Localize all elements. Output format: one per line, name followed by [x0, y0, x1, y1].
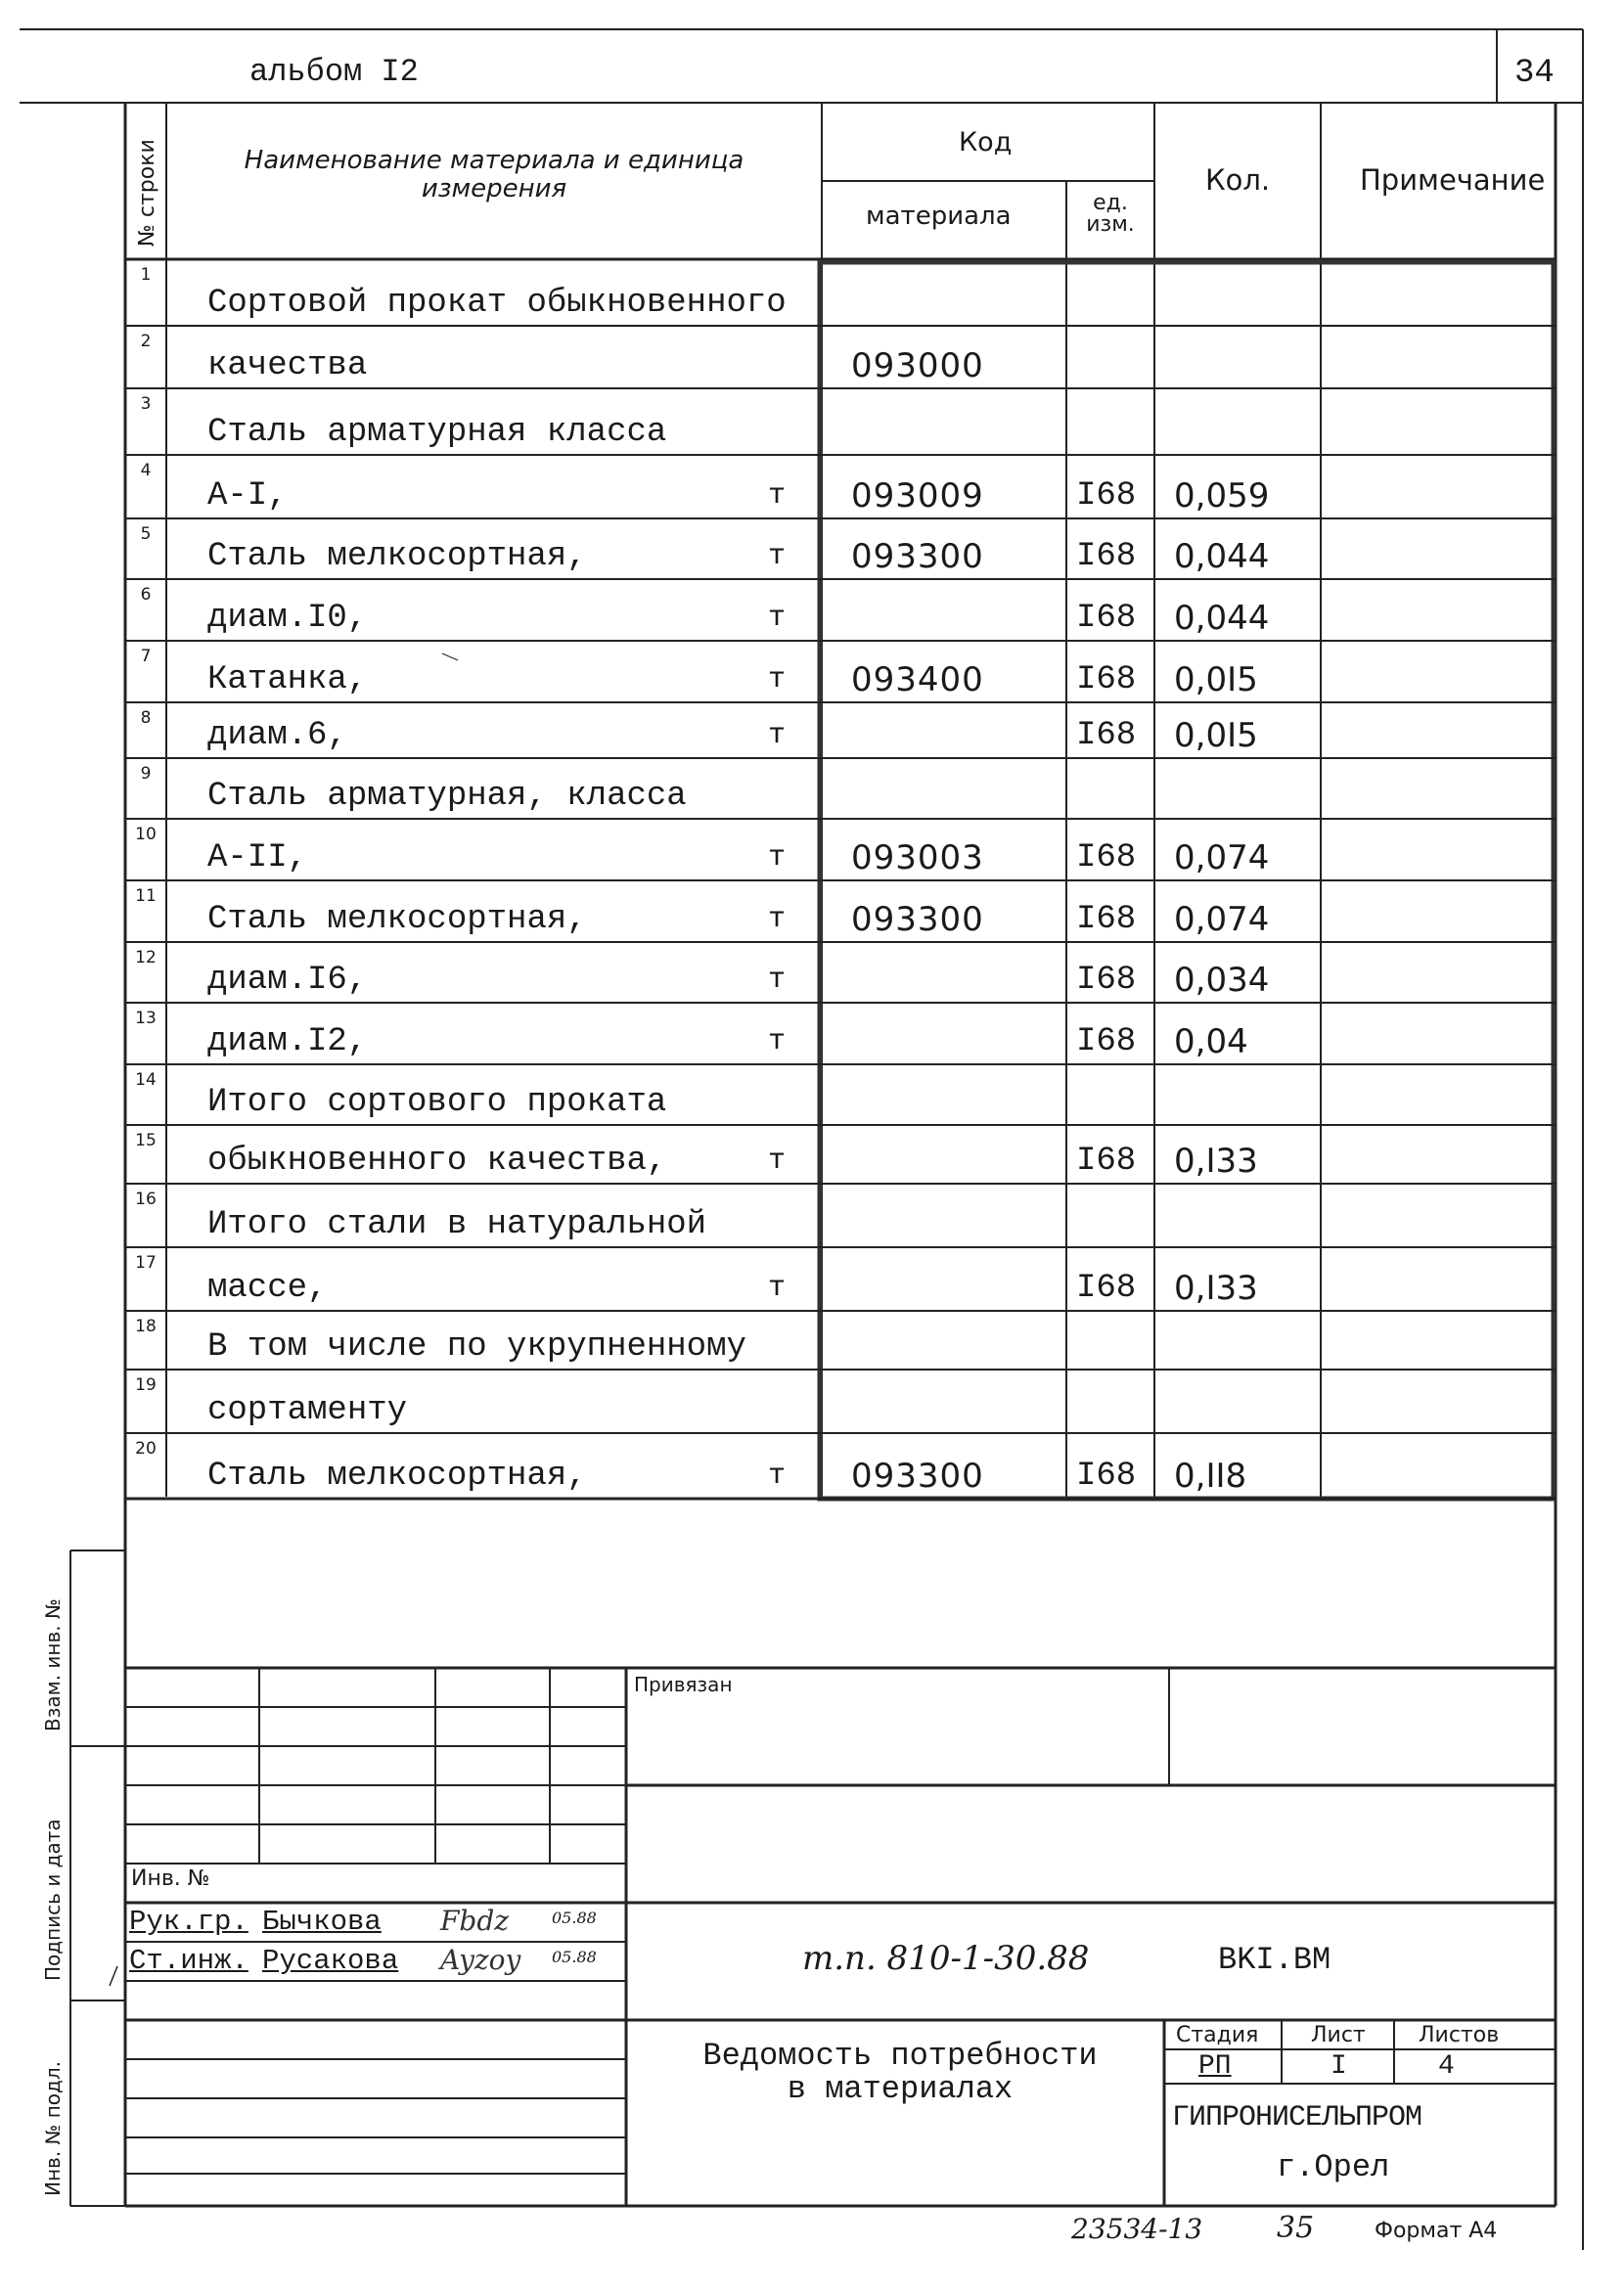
row-number: 16 — [135, 1190, 157, 1209]
row-number: 19 — [135, 1375, 157, 1395]
material-code: 093300 — [851, 1457, 984, 1496]
unit-of-measure: т — [768, 903, 787, 936]
row-number: 8 — [140, 708, 152, 728]
material-name: Итого стали в натуральной — [207, 1206, 707, 1243]
code-header: Код — [959, 127, 1013, 157]
side-label-vzam: Взам. инв. № — [41, 1598, 65, 1731]
material-name: А-II, — [207, 839, 308, 876]
row-number: 14 — [135, 1070, 157, 1090]
sheets-label: Листов — [1419, 2023, 1500, 2047]
row-number: 9 — [140, 764, 152, 784]
material-name: А-I, — [207, 477, 288, 515]
unit-of-measure: т — [768, 1272, 787, 1305]
title-line-2: в материалах — [787, 2070, 1014, 2107]
unit-of-measure: т — [768, 964, 787, 997]
unit-code: I68 — [1076, 901, 1137, 938]
unit-of-measure: т — [768, 841, 787, 875]
code-unit-header: ед. изм. — [1086, 191, 1135, 237]
material-code: 093000 — [851, 346, 984, 385]
quantity-value: 0,I33 — [1174, 1142, 1258, 1181]
quantity-value: 0,059 — [1174, 476, 1270, 516]
unit-of-measure: т — [768, 1145, 787, 1178]
sheet-value: I — [1331, 2051, 1347, 2082]
row-number: 3 — [140, 394, 152, 414]
quantity-value: 0,I33 — [1174, 1269, 1258, 1308]
material-code: 093400 — [851, 660, 984, 699]
material-code: 093003 — [851, 838, 984, 877]
unit-code: I68 — [1076, 717, 1137, 754]
material-name: диам.I2, — [207, 1023, 368, 1060]
material-name: качества — [207, 347, 368, 384]
name-1: Бычкова — [262, 1906, 382, 1938]
quantity-value: 0,0I5 — [1174, 716, 1258, 755]
date-2: 05.88 — [552, 1948, 597, 1966]
row-number: 18 — [135, 1317, 157, 1336]
material-name: диам.I0, — [207, 600, 368, 637]
city: г.Орел — [1277, 2149, 1390, 2185]
stage-value: РП — [1198, 2051, 1232, 2082]
privyazan-label: Привязан — [634, 1673, 733, 1696]
row-number: 15 — [135, 1131, 157, 1150]
row-number: 20 — [135, 1439, 157, 1459]
material-name: сортаменту — [207, 1392, 408, 1429]
quantity-value: 0,II8 — [1174, 1457, 1247, 1496]
quantity-value: 0,074 — [1174, 838, 1270, 877]
material-name: обыкновенного качества, — [207, 1143, 667, 1180]
unit-of-measure: т — [768, 719, 787, 752]
unit-code: I68 — [1076, 1458, 1137, 1495]
unit-code: I68 — [1076, 1143, 1137, 1180]
unit-code: I68 — [1076, 839, 1137, 876]
album-label: альбом I2 — [249, 54, 419, 90]
organization: ГИПРОНИСЕЛЬПРОМ — [1172, 2101, 1422, 2135]
unit-of-measure: т — [768, 663, 787, 697]
material-name: Сортовой прокат обыкновенного — [207, 285, 787, 322]
row-number-header: № строки — [135, 139, 159, 247]
signature-1: Fbdz — [440, 1905, 510, 1937]
doc-number: т.п. 810-1-30.88 — [802, 1939, 1090, 1978]
quantity-value: 0,034 — [1174, 961, 1270, 1000]
unit-of-measure: т — [768, 1460, 787, 1493]
document-title — [646, 2040, 1154, 2105]
unit-code: I68 — [1076, 962, 1137, 999]
unit-of-measure: т — [768, 540, 787, 573]
format-label: Формат А4 — [1375, 2219, 1498, 2243]
material-name: Сталь мелкосортная, — [207, 1458, 587, 1495]
doc-code: BKI.BM — [1218, 1942, 1331, 1978]
unit-code: I68 — [1076, 661, 1137, 698]
material-name: диам.I6, — [207, 962, 368, 999]
quantity-value: 0,04 — [1174, 1022, 1248, 1061]
material-name: Сталь арматурная класса — [207, 414, 667, 451]
row-number: 10 — [135, 825, 157, 844]
unit-code: I68 — [1076, 1270, 1137, 1307]
name-2: Русакова — [262, 1945, 399, 1977]
role-1: Рук.гр. — [129, 1906, 248, 1938]
sheet-label: Лист — [1311, 2023, 1366, 2047]
material-name: массе, — [207, 1270, 328, 1307]
material-name: Сталь арматурная, класса — [207, 778, 687, 815]
note-header: Примечание — [1360, 163, 1546, 197]
side-label-podpis: Подпись и дата — [41, 1819, 65, 1981]
unit-code: I68 — [1076, 600, 1137, 637]
unit-of-measure: т — [768, 1025, 787, 1058]
quantity-value: 0,074 — [1174, 900, 1270, 939]
material-code: 093300 — [851, 900, 984, 939]
name-header: Наименование материала и единица измерения — [244, 146, 744, 203]
material-code: 093300 — [851, 537, 984, 576]
material-name: диам.6, — [207, 717, 347, 754]
archive-number: 23534-13 — [1071, 2213, 1203, 2245]
row-number: 1 — [140, 265, 152, 285]
unit-code: I68 — [1076, 1023, 1137, 1060]
title-line-1: Ведомость потребности — [702, 2038, 1098, 2074]
row-number: 7 — [140, 647, 152, 666]
date-1: 05.88 — [552, 1909, 597, 1927]
quantity-value: 0,044 — [1174, 537, 1270, 576]
row-number: 2 — [140, 332, 152, 351]
material-name: В том числе по укрупненному — [207, 1328, 746, 1366]
row-number: 4 — [140, 461, 152, 480]
side-label-inv-podl: Инв. № подл. — [41, 2061, 65, 2196]
unit-of-measure: т — [768, 602, 787, 635]
material-name: Катанка, — [207, 661, 368, 698]
unit-code: I68 — [1076, 538, 1137, 575]
role-2: Ст.инж. — [129, 1945, 248, 1977]
row-number: 17 — [135, 1253, 157, 1273]
material-name: Итого сортового проката — [207, 1084, 667, 1121]
quantity-value: 0,044 — [1174, 599, 1270, 638]
row-number: 13 — [135, 1009, 157, 1028]
footer-page: 35 — [1277, 2211, 1315, 2245]
sheets-value: 4 — [1438, 2051, 1455, 2082]
row-number: 6 — [140, 585, 152, 605]
unit-of-measure: т — [768, 479, 787, 513]
material-code: 093009 — [851, 476, 984, 516]
code-material-header: материала — [866, 202, 1012, 231]
stage-label: Стадия — [1176, 2023, 1259, 2047]
unit-code: I68 — [1076, 477, 1137, 515]
material-name: Сталь мелкосортная, — [207, 538, 587, 575]
row-number: 5 — [140, 524, 152, 544]
row-number: 12 — [135, 948, 157, 967]
quantity-header: Кол. — [1205, 163, 1271, 197]
row-number: 11 — [135, 886, 157, 906]
inv-no-label: Инв. № — [131, 1866, 210, 1891]
signature-2: Ayzoy — [440, 1944, 521, 1976]
quantity-value: 0,0I5 — [1174, 660, 1258, 699]
page-number: 34 — [1514, 55, 1555, 92]
material-name: Сталь мелкосортная, — [207, 901, 587, 938]
